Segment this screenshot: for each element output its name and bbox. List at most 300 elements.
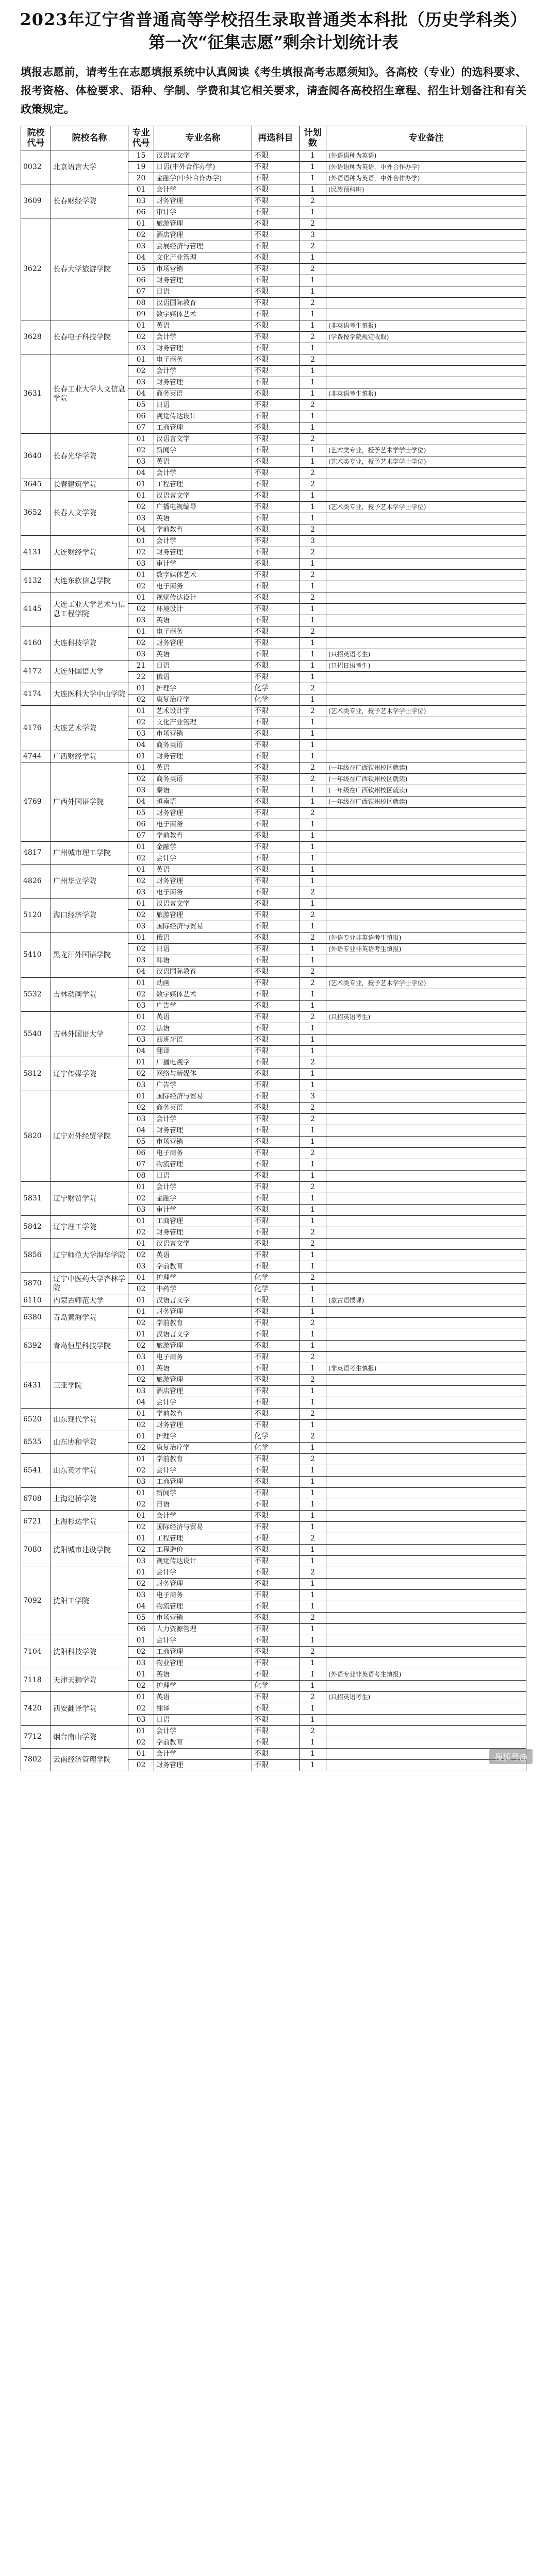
major-name-cell: 财务管理 xyxy=(154,808,252,819)
subject-req-cell: 不限 xyxy=(252,581,300,592)
remark-cell xyxy=(326,1499,526,1511)
subject-req-cell: 不限 xyxy=(252,808,300,819)
major-name-cell: 动画 xyxy=(154,978,252,989)
subject-req-cell: 不限 xyxy=(252,343,300,354)
subject-req-cell: 不限 xyxy=(252,1624,300,1635)
major-code-cell: 03 xyxy=(128,887,154,899)
major-code-cell: 06 xyxy=(128,1148,154,1159)
major-name-cell: 财务管理 xyxy=(154,1227,252,1239)
major-code-cell: 02 xyxy=(128,853,154,865)
subject-req-cell: 不限 xyxy=(252,286,300,298)
table-header-row xyxy=(21,126,526,150)
subject-req-cell: 不限 xyxy=(252,899,300,910)
subject-req-cell: 不限 xyxy=(252,162,300,173)
remark-cell xyxy=(326,1046,526,1057)
major-name-cell: 财务管理 xyxy=(154,1125,252,1137)
plan-count-cell: 1 xyxy=(300,1477,326,1488)
major-code-cell: 01 xyxy=(128,1295,154,1307)
major-name-cell: 工程管理 xyxy=(154,1533,252,1545)
major-name-cell: 电子商务 xyxy=(154,354,252,366)
subject-req-cell: 不限 xyxy=(252,1069,300,1080)
major-name-cell: 商务英语 xyxy=(154,1103,252,1114)
major-code-cell: 05 xyxy=(128,1137,154,1148)
subject-req-cell: 不限 xyxy=(252,1091,300,1103)
table-row xyxy=(21,1749,526,1760)
major-code-cell: 01 xyxy=(128,762,154,774)
major-code-cell: 01 xyxy=(128,1329,154,1341)
remark-cell xyxy=(326,1386,526,1397)
school-code-cell: 4826 xyxy=(21,865,51,899)
subject-req-cell: 不限 xyxy=(252,604,300,615)
remark-cell xyxy=(326,1239,526,1250)
subject-req-cell: 不限 xyxy=(252,1035,300,1046)
subject-req-cell: 不限 xyxy=(252,842,300,853)
remark-cell xyxy=(326,1250,526,1261)
major-code-cell: 03 xyxy=(128,649,154,660)
major-code-cell: 02 xyxy=(128,910,154,921)
subject-req-cell: 不限 xyxy=(252,207,300,218)
school-code-cell: 6392 xyxy=(21,1329,51,1363)
school-name-cell: 长春人文学院 xyxy=(51,490,128,536)
subject-req-cell: 不限 xyxy=(252,309,300,320)
plan-count-cell: 2 xyxy=(300,978,326,989)
plan-count-cell: 1 xyxy=(300,286,326,298)
school-code-cell: 6721 xyxy=(21,1511,51,1533)
remark-cell xyxy=(326,910,526,921)
plan-count-cell: 1 xyxy=(300,955,326,967)
subject-req-cell: 不限 xyxy=(252,967,300,978)
major-code-cell: 04 xyxy=(128,740,154,751)
subject-req-cell: 不限 xyxy=(252,1465,300,1477)
school-code-cell: 5831 xyxy=(21,1182,51,1216)
remark-cell xyxy=(326,1193,526,1205)
remark-cell: (艺术类专业，授予艺术学学士学位) xyxy=(326,978,526,989)
major-code-cell: 01 xyxy=(128,1216,154,1227)
remark-cell xyxy=(326,1579,526,1590)
plan-count-cell: 3 xyxy=(300,536,326,547)
major-name-cell: 物流管理 xyxy=(154,1601,252,1613)
major-code-cell: 02 xyxy=(128,445,154,456)
major-name-cell: 日语 xyxy=(154,400,252,411)
remark-cell xyxy=(326,298,526,309)
col-header-school-name: 院校名称 xyxy=(51,126,128,150)
major-name-cell: 会计学 xyxy=(154,184,252,196)
table-row xyxy=(21,1511,526,1522)
plan-count-cell: 2 xyxy=(300,592,326,604)
remark-cell xyxy=(326,683,526,694)
remark-cell xyxy=(326,1284,526,1295)
major-code-cell: 06 xyxy=(128,411,154,422)
table-row xyxy=(21,354,526,366)
major-code-cell: 02 xyxy=(128,230,154,241)
plan-count-cell: 1 xyxy=(300,1171,326,1182)
table-row xyxy=(21,1635,526,1647)
major-code-cell: 04 xyxy=(128,1046,154,1057)
subject-req-cell: 不限 xyxy=(252,150,300,162)
school-name-cell: 天津天狮学院 xyxy=(51,1669,128,1692)
plan-count-cell: 1 xyxy=(300,785,326,796)
major-code-cell: 04 xyxy=(128,252,154,264)
major-code-cell: 03 xyxy=(128,1658,154,1669)
school-code-cell: 0032 xyxy=(21,150,51,184)
plan-count-cell: 1 xyxy=(300,366,326,377)
remark-cell: (非英语考生慎报) xyxy=(326,320,526,332)
plan-count-cell: 1 xyxy=(300,1125,326,1137)
major-name-cell: 会计学 xyxy=(154,1465,252,1477)
plan-count-cell: 1 xyxy=(300,1681,326,1692)
subject-req-cell: 化学 xyxy=(252,694,300,706)
major-name-cell: 韩语 xyxy=(154,955,252,967)
major-code-cell: 01 xyxy=(128,751,154,762)
school-name-cell: 辽宁中医药大学杏林学院 xyxy=(51,1273,128,1295)
remark-cell xyxy=(326,1533,526,1545)
plan-count-cell: 1 xyxy=(300,1703,326,1715)
subject-req-cell: 化学 xyxy=(252,1443,300,1454)
subject-req-cell: 不限 xyxy=(252,1205,300,1216)
remark-cell xyxy=(326,434,526,445)
subject-req-cell: 不限 xyxy=(252,1261,300,1273)
major-code-cell: 02 xyxy=(128,1703,154,1715)
plan-count-cell: 2 xyxy=(300,264,326,275)
remark-cell: (只招英语考生) xyxy=(326,649,526,660)
plan-count-cell: 1 xyxy=(300,865,326,876)
major-code-cell: 03 xyxy=(128,1715,154,1726)
table-row xyxy=(21,978,526,989)
table-row xyxy=(21,1533,526,1545)
major-code-cell: 02 xyxy=(128,1023,154,1035)
plan-count-cell: 1 xyxy=(300,1035,326,1046)
plan-count-cell: 2 xyxy=(300,1114,326,1125)
table-row xyxy=(21,1431,526,1443)
table-row xyxy=(21,320,526,332)
major-code-cell: 05 xyxy=(128,264,154,275)
subject-req-cell: 不限 xyxy=(252,1760,300,1771)
remark-cell xyxy=(326,547,526,558)
plan-count-cell: 1 xyxy=(300,717,326,728)
remark-cell xyxy=(326,218,526,230)
table-row xyxy=(21,1488,526,1499)
plan-count-cell: 1 xyxy=(300,558,326,570)
plan-count-cell: 1 xyxy=(300,853,326,865)
major-name-cell: 工商管理 xyxy=(154,1477,252,1488)
school-name-cell: 大连科技学院 xyxy=(51,626,128,660)
remark-cell xyxy=(326,230,526,241)
subject-req-cell: 不限 xyxy=(252,1579,300,1590)
major-name-cell: 日语 xyxy=(154,660,252,672)
major-code-cell: 02 xyxy=(128,694,154,706)
major-code-cell: 03 xyxy=(128,1386,154,1397)
remark-cell xyxy=(326,354,526,366)
remark-cell xyxy=(326,1556,526,1567)
school-name-cell: 广州华立学院 xyxy=(51,865,128,899)
subject-req-cell: 不限 xyxy=(252,218,300,230)
remark-cell xyxy=(326,842,526,853)
major-code-cell: 01 xyxy=(128,1057,154,1069)
remark-cell xyxy=(326,468,526,479)
plan-count-cell: 2 xyxy=(300,808,326,819)
major-name-cell: 日语 xyxy=(154,944,252,955)
remark-cell xyxy=(326,626,526,638)
major-code-cell: 03 xyxy=(128,1477,154,1488)
school-code-cell: 6110 xyxy=(21,1295,51,1307)
major-code-cell: 05 xyxy=(128,808,154,819)
major-name-cell: 财务管理 xyxy=(154,1579,252,1590)
major-name-cell: 商务英语 xyxy=(154,774,252,785)
plan-count-cell: 1 xyxy=(300,728,326,740)
school-name-cell: 海口经济学院 xyxy=(51,899,128,933)
subject-req-cell: 不限 xyxy=(252,706,300,717)
remark-cell xyxy=(326,1511,526,1522)
major-code-cell: 02 xyxy=(128,502,154,513)
remark-cell: (艺术类专业，授予艺术学学士学位) xyxy=(326,502,526,513)
plan-count-cell: 1 xyxy=(300,343,326,354)
remark-cell xyxy=(326,581,526,592)
major-name-cell: 市场营销 xyxy=(154,1613,252,1624)
remark-cell xyxy=(326,955,526,967)
major-name-cell: 市场营销 xyxy=(154,728,252,740)
plan-count-cell: 1 xyxy=(300,1250,326,1261)
subject-req-cell: 不限 xyxy=(252,1533,300,1545)
school-code-cell: 3631 xyxy=(21,354,51,434)
subject-req-cell: 不限 xyxy=(252,1545,300,1556)
major-name-cell: 翻译 xyxy=(154,1046,252,1057)
col-header-school-code: 院校代号 xyxy=(21,126,51,150)
school-code-cell: 4160 xyxy=(21,626,51,660)
remark-cell xyxy=(326,989,526,1001)
remark-cell xyxy=(326,1601,526,1613)
subject-req-cell: 不限 xyxy=(252,921,300,933)
plan-count-cell: 1 xyxy=(300,490,326,502)
school-name-cell: 沈阳工学院 xyxy=(51,1567,128,1635)
plan-count-cell: 1 xyxy=(300,842,326,853)
plan-count-cell: 1 xyxy=(300,252,326,264)
table-row xyxy=(21,1057,526,1069)
subject-req-cell: 不限 xyxy=(252,717,300,728)
remark-cell xyxy=(326,1341,526,1352)
remark-cell xyxy=(326,264,526,275)
plan-count-cell: 2 xyxy=(300,1375,326,1386)
major-code-cell: 03 xyxy=(128,921,154,933)
school-code-cell: 3622 xyxy=(21,218,51,320)
remark-cell xyxy=(326,751,526,762)
plan-count-cell: 1 xyxy=(300,1284,326,1295)
subject-req-cell: 不限 xyxy=(252,1137,300,1148)
major-code-cell: 02 xyxy=(128,1227,154,1239)
remark-cell xyxy=(326,1681,526,1692)
subject-req-cell: 不限 xyxy=(252,354,300,366)
remark-cell xyxy=(326,1227,526,1239)
major-code-cell: 02 xyxy=(128,1465,154,1477)
subject-req-cell: 不限 xyxy=(252,626,300,638)
school-code-cell: 4145 xyxy=(21,592,51,626)
major-name-cell: 英语 xyxy=(154,1250,252,1261)
major-code-cell: 03 xyxy=(128,1556,154,1567)
plan-count-cell: 2 xyxy=(300,434,326,445)
major-code-cell: 01 xyxy=(128,978,154,989)
table-row xyxy=(21,706,526,717)
remark-cell xyxy=(326,1159,526,1171)
subject-req-cell: 不限 xyxy=(252,1749,300,1760)
major-name-cell: 护理学 xyxy=(154,1681,252,1692)
school-name-cell: 青岛恒星科技学院 xyxy=(51,1329,128,1363)
major-name-cell: 旅游管理 xyxy=(154,1375,252,1386)
table-row xyxy=(21,1726,526,1737)
subject-req-cell: 不限 xyxy=(252,558,300,570)
subject-req-cell: 不限 xyxy=(252,910,300,921)
major-name-cell: 学前教育 xyxy=(154,831,252,842)
remark-cell xyxy=(326,558,526,570)
table-row xyxy=(21,490,526,502)
plan-count-cell: 2 xyxy=(300,1533,326,1545)
school-code-cell: 7104 xyxy=(21,1635,51,1669)
major-code-cell: 01 xyxy=(128,1431,154,1443)
plan-count-cell: 1 xyxy=(300,1522,326,1533)
remark-cell: (一年级在广西钦州校区就读) xyxy=(326,774,526,785)
subject-req-cell: 不限 xyxy=(252,502,300,513)
subject-req-cell: 不限 xyxy=(252,196,300,207)
school-name-cell: 上海杉达学院 xyxy=(51,1511,128,1533)
subject-req-cell: 不限 xyxy=(252,876,300,887)
major-code-cell: 01 xyxy=(128,842,154,853)
plan-count-cell: 1 xyxy=(300,1635,326,1647)
remark-cell xyxy=(326,1148,526,1159)
major-name-cell: 财务管理 xyxy=(154,1307,252,1318)
school-code-cell: 5820 xyxy=(21,1091,51,1182)
subject-req-cell: 不限 xyxy=(252,853,300,865)
school-name-cell: 大连外国语大学 xyxy=(51,660,128,683)
plan-count-cell: 1 xyxy=(300,944,326,955)
plan-count-cell: 1 xyxy=(300,150,326,162)
plan-count-cell: 1 xyxy=(300,876,326,887)
subject-req-cell: 不限 xyxy=(252,751,300,762)
remark-cell xyxy=(326,377,526,388)
remark-cell xyxy=(326,309,526,320)
remark-cell xyxy=(326,1703,526,1715)
major-name-cell: 电子商务 xyxy=(154,581,252,592)
major-code-cell: 03 xyxy=(128,456,154,468)
plan-count-cell: 1 xyxy=(300,1216,326,1227)
plan-count-cell: 2 xyxy=(300,196,326,207)
page-subtitle: 第一次“征集志愿”剩余计划统计表 xyxy=(148,32,399,52)
plan-count-cell: 2 xyxy=(300,910,326,921)
major-code-cell: 01 xyxy=(128,1239,154,1250)
table-body xyxy=(21,150,526,1771)
plan-count-cell: 1 xyxy=(300,1341,326,1352)
plan-count-cell: 2 xyxy=(300,626,326,638)
school-name-cell: 辽宁对外经贸学院 xyxy=(51,1091,128,1182)
subject-req-cell: 不限 xyxy=(252,1001,300,1012)
major-name-cell: 数字媒体艺术 xyxy=(154,989,252,1001)
school-name-cell: 大连艺术学院 xyxy=(51,706,128,751)
major-code-cell: 01 xyxy=(128,1692,154,1703)
plan-count-cell: 2 xyxy=(300,1726,326,1737)
major-code-cell: 04 xyxy=(128,796,154,808)
subject-req-cell: 不限 xyxy=(252,400,300,411)
plan-count-cell: 1 xyxy=(300,1205,326,1216)
subject-req-cell: 不限 xyxy=(252,1046,300,1057)
subject-req-cell: 不限 xyxy=(252,1182,300,1193)
remark-cell xyxy=(326,1091,526,1103)
plan-count-cell: 1 xyxy=(300,1658,326,1669)
major-name-cell: 会计学 xyxy=(154,536,252,547)
major-code-cell: 02 xyxy=(128,1341,154,1352)
major-code-cell: 02 xyxy=(128,366,154,377)
major-name-cell: 物业管理 xyxy=(154,1658,252,1669)
school-name-cell: 长春电子科技学院 xyxy=(51,320,128,354)
major-name-cell: 会计学 xyxy=(154,366,252,377)
major-name-cell: 旅游管理 xyxy=(154,1341,252,1352)
school-name-cell: 辽宁理工学院 xyxy=(51,1216,128,1239)
remark-cell: (艺术类专业，授予艺术学学士学位) xyxy=(326,706,526,717)
plan-count-cell: 3 xyxy=(300,230,326,241)
plan-count-cell: 2 xyxy=(300,332,326,343)
major-code-cell: 02 xyxy=(128,1579,154,1590)
major-code-cell: 06 xyxy=(128,275,154,286)
plan-count-cell: 2 xyxy=(300,1012,326,1023)
major-code-cell: 02 xyxy=(128,989,154,1001)
subject-req-cell: 不限 xyxy=(252,1341,300,1352)
major-code-cell: 03 xyxy=(128,1035,154,1046)
school-name-cell: 北京语言大学 xyxy=(51,150,128,184)
subject-req-cell: 不限 xyxy=(252,831,300,842)
subject-req-cell: 不限 xyxy=(252,933,300,944)
subject-req-cell: 不限 xyxy=(252,1363,300,1375)
plan-count-cell: 1 xyxy=(300,1069,326,1080)
remark-cell: (一年级在广西钦州校区就读) xyxy=(326,785,526,796)
major-name-cell: 英语 xyxy=(154,649,252,660)
remark-cell xyxy=(326,967,526,978)
major-name-cell: 旅游管理 xyxy=(154,218,252,230)
major-code-cell: 02 xyxy=(128,1499,154,1511)
remark-cell xyxy=(326,865,526,876)
table-row xyxy=(21,434,526,445)
plan-count-cell: 1 xyxy=(300,1046,326,1057)
school-code-cell: 7712 xyxy=(21,1726,51,1749)
remark-cell xyxy=(326,479,526,490)
major-code-cell: 04 xyxy=(128,468,154,479)
table-row xyxy=(21,762,526,774)
remark-cell xyxy=(326,694,526,706)
subject-req-cell: 不限 xyxy=(252,1352,300,1363)
remark-cell xyxy=(326,887,526,899)
plan-count-cell: 1 xyxy=(300,581,326,592)
subject-req-cell: 不限 xyxy=(252,275,300,286)
remark-cell: (民族预科班) xyxy=(326,184,526,196)
remark-cell: (一年级在广西钦州校区就读) xyxy=(326,762,526,774)
major-code-cell: 22 xyxy=(128,672,154,683)
major-code-cell: 03 xyxy=(128,785,154,796)
major-code-cell: 01 xyxy=(128,1511,154,1522)
major-code-cell: 06 xyxy=(128,207,154,218)
plan-count-cell: 1 xyxy=(300,1001,326,1012)
plan-count-cell: 1 xyxy=(300,456,326,468)
major-code-cell: 02 xyxy=(128,581,154,592)
major-name-cell: 财务管理 xyxy=(154,547,252,558)
major-name-cell: 国际经济与贸易 xyxy=(154,921,252,933)
major-name-cell: 电子商务 xyxy=(154,1590,252,1601)
school-name-cell: 烟台南山学院 xyxy=(51,1726,128,1749)
plan-count-cell: 1 xyxy=(300,660,326,672)
subject-req-cell: 不限 xyxy=(252,1703,300,1715)
remark-cell xyxy=(326,1069,526,1080)
subject-req-cell: 不限 xyxy=(252,1216,300,1227)
subject-req-cell: 不限 xyxy=(252,1227,300,1239)
remark-cell xyxy=(326,1613,526,1624)
subject-req-cell: 不限 xyxy=(252,1114,300,1125)
major-code-cell: 05 xyxy=(128,1613,154,1624)
remark-cell: (只招日语考生) xyxy=(326,660,526,672)
table-row xyxy=(21,1307,526,1318)
